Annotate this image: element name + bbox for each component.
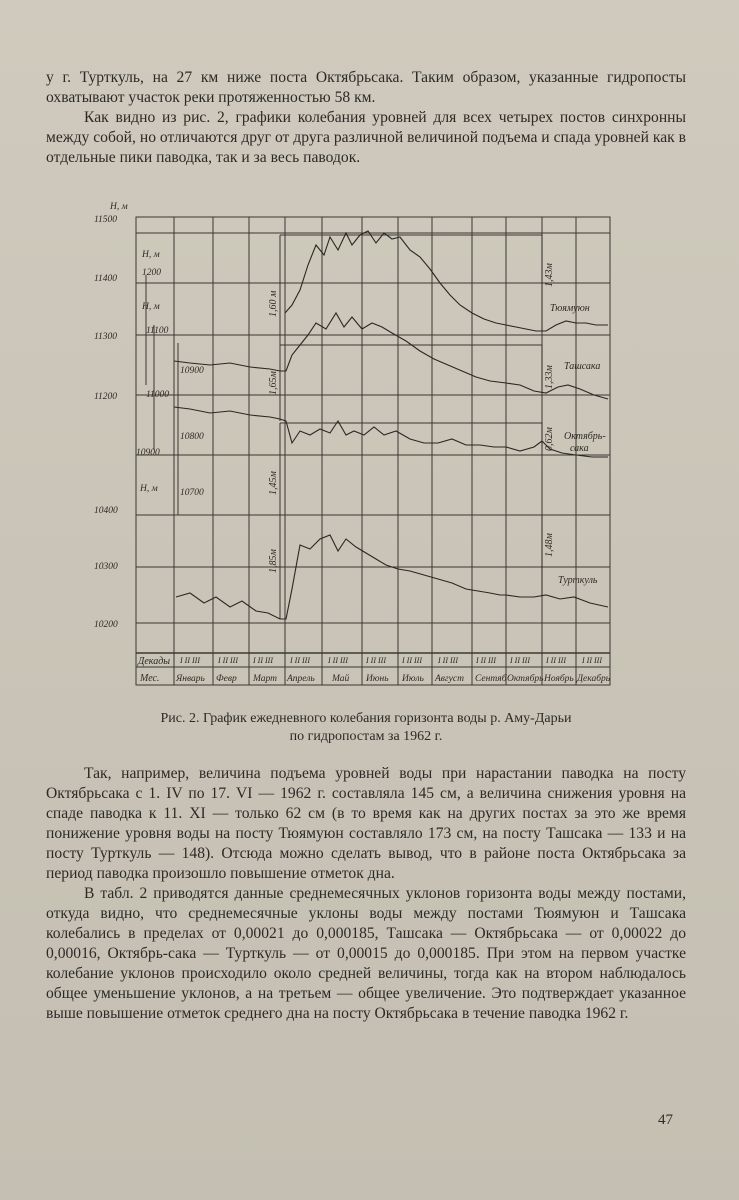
- y-tick: 10900: [136, 448, 160, 458]
- y-tick: 10300: [94, 562, 118, 572]
- svg-text:Апрель: Апрель: [287, 674, 315, 684]
- y-tick: 10800: [180, 432, 204, 442]
- top-text-block: [46, 68, 686, 168]
- caption-line: по гидропостам за 1962 г.: [289, 729, 443, 744]
- annotation-label: 1,85м: [268, 549, 279, 573]
- decade-row-label: Декады: [138, 656, 171, 667]
- paragraph: у г. Турткуль, на 27 км ниже поста Октябрьсака. Таким образом, указанные гидропосты охватывают участок реки протяженностью 58 км.: [46, 69, 686, 106]
- svg-text:Сентяб: Сентяб: [475, 674, 507, 684]
- y-tick: 1200: [142, 268, 161, 278]
- svg-text:Август: Август: [435, 674, 464, 684]
- svg-text:Май: Май: [332, 674, 350, 684]
- svg-text:Июль: Июль: [402, 674, 424, 684]
- decade-marks: [179, 656, 602, 665]
- annotation-label: 1,60 м: [268, 290, 279, 317]
- svg-text:I II III: I II III: [290, 656, 310, 665]
- caption-line: Рис. 2. График ежедневного колебания горизонта воды р. Аму-Дарьи: [160, 711, 572, 726]
- svg-text:Март: Март: [253, 674, 278, 684]
- svg-text:I II III: I II III: [476, 656, 496, 665]
- svg-text:Октябрь: Октябрь: [507, 674, 544, 684]
- station-label-turtkul: Турткуль: [558, 575, 598, 586]
- svg-text:I II III: I II III: [253, 656, 273, 665]
- svg-text:Январь: Январь: [176, 674, 205, 684]
- water-level-figure: [80, 195, 640, 700]
- svg-text:I II III: I II III: [218, 656, 238, 665]
- paragraph: Как видно из рис. 2, графики колебания уровней для всех четырех постов синхронны между собой, но отличаются друг от друга различной величиной подъема и спада уровней как в отдельные пики паводка, так и за весь паводок.: [46, 109, 686, 166]
- paragraph: В табл. 2 приводятся данные среднемесячных уклонов горизонта воды между постами, откуда видно, что среднемесячные уклоны воды между постами Тюямуюн и Ташсака колебались в пределах от 0,00021 до 0,000185, Ташсака — Октябрьсака — от 0,00022 до 0,00016, Октябрь-сака — Турткуль — от 0,00015 до 0,000185. При этом на первом участке колебание уклонов происходило около средней величины, тогда как на втором наблюдалось общее уменьшение уклонов, а на третьем — общее увеличение. Это подтверждает указанное выше повышение отметок среднего дна на посту Октябрьсака в течение паводка 1962 г.: [46, 885, 686, 1022]
- bottom-text-block: [46, 764, 686, 1024]
- svg-text:Декабрь: Декабрь: [577, 674, 611, 684]
- figure-grid: [136, 217, 610, 685]
- y-tick: 11000: [146, 390, 170, 400]
- annotation-label: 1,43м: [544, 263, 555, 287]
- y-tick: 11300: [94, 332, 118, 342]
- annotation-arrows: [280, 235, 542, 619]
- curve-oktyabrsaka: [174, 407, 608, 457]
- water-level-curves: [174, 231, 608, 619]
- svg-text:I II III: I II III: [402, 656, 422, 665]
- y-tick: 11400: [94, 274, 118, 284]
- annotation-label: 1,45м: [268, 471, 279, 495]
- station-label-saka: сака: [570, 443, 589, 454]
- svg-text:I II III: I II III: [366, 656, 386, 665]
- y-tick: 10400: [94, 506, 118, 516]
- y-tick: 11100: [146, 326, 169, 336]
- y-axis-title-2: H, м: [142, 250, 160, 260]
- station-label-tyuyamuyun: Тюямуюн: [550, 303, 590, 314]
- y-axis-title-4: H, м: [140, 484, 158, 494]
- annotation-label: 1,65м: [268, 371, 279, 395]
- annotation-label: 0,62м: [544, 427, 555, 451]
- svg-text:Июнь: Июнь: [366, 674, 389, 684]
- svg-text:I II III: I II III: [582, 656, 602, 665]
- station-label-tashsaka: Ташсака: [564, 361, 601, 372]
- y-axis-title-1: H, м: [110, 202, 128, 212]
- curve-tyuyamuyun: [285, 231, 608, 331]
- station-label-oktyabr: Октябрь-: [564, 431, 606, 442]
- svg-text:Ноябрь: Ноябрь: [544, 674, 574, 684]
- annotation-label: 1,33м: [544, 365, 555, 389]
- paragraph: Так, например, величина подъема уровней воды при нарастании паводка на посту Октябрьсака с 1. IV по 17. VI — 1962 г. составляла 145 см, а величина снижения уровня на спаде паводка к 11. XI — только 62 см (в то время как на других постах за это же время понижение уровня воды на посту Тюямуюн составляло 173 см, на посту Ташсака — 133 и на посту Турткуль — 148). Отсюда можно сделать вывод, что в районе поста Октябрьсака за период паводка произошло повышение отметок дна.: [46, 765, 686, 882]
- y-tick: 10700: [180, 488, 204, 498]
- svg-text:I II III: I II III: [328, 656, 348, 665]
- y-tick: 10200: [94, 620, 118, 630]
- svg-text:I II III: I II III: [546, 656, 566, 665]
- y-tick: 11500: [94, 215, 118, 225]
- month-labels: [175, 673, 611, 684]
- y-tick: 11200: [94, 392, 118, 402]
- y-axis-title-3: H, м: [142, 302, 160, 312]
- month-row-label: Мес.: [140, 673, 160, 684]
- svg-text:I II III: I II III: [510, 656, 530, 665]
- y-tick: 10900: [180, 366, 204, 376]
- svg-text:I II III: I II III: [180, 656, 200, 665]
- svg-text:Февр: Февр: [216, 674, 237, 684]
- figure-caption: [46, 710, 686, 746]
- page-number: 47: [658, 1112, 673, 1128]
- svg-text:I II III: I II III: [438, 656, 458, 665]
- annotation-label: 1,48м: [544, 533, 555, 557]
- curve-tashsaka: [174, 313, 608, 399]
